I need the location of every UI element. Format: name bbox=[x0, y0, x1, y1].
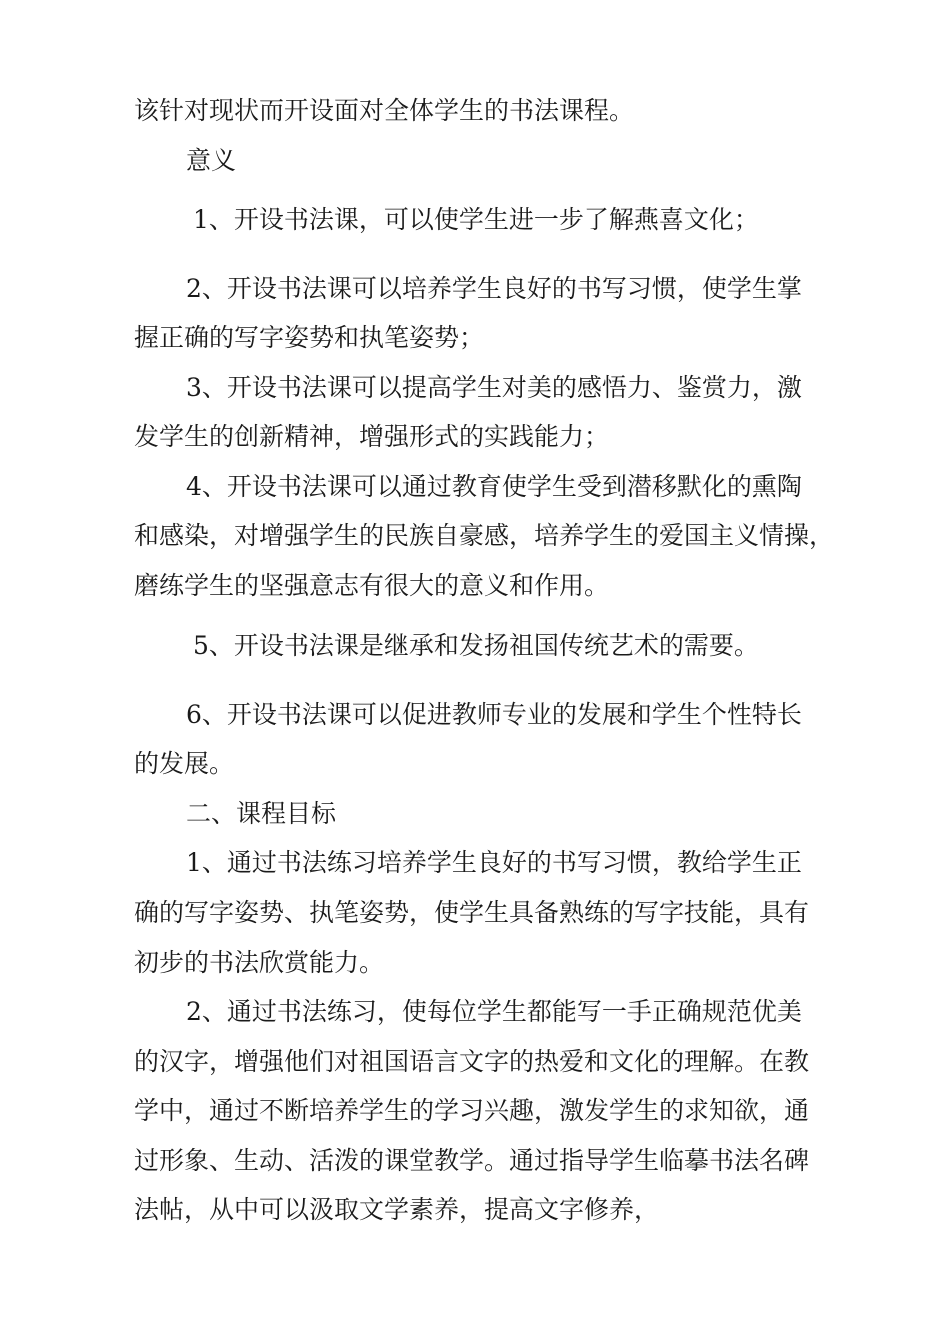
text-line: 该针对现状而开设面对全体学生的书法课程。 bbox=[134, 96, 635, 125]
section-heading: 意义 bbox=[186, 146, 237, 175]
list-item: 6、开设书法课可以促进教师专业的发展和学生个性特长 bbox=[186, 700, 802, 729]
text-line: 初步的书法欣赏能力。 bbox=[134, 948, 385, 977]
text-line: 发学生的创新精神，增强形式的实践能力； bbox=[134, 422, 610, 451]
text-line: 学中，通过不断培养学生的学习兴趣，激发学生的求知欲，通 bbox=[134, 1096, 810, 1125]
text-line: 和感染，对增强学生的民族自豪感，培养学生的爱国主义情操， bbox=[134, 521, 835, 550]
list-item: 3、开设书法课可以提高学生对美的感悟力、鉴赏力，激 bbox=[186, 373, 802, 402]
list-item: 1、通过书法练习培养学生良好的书写习惯，教给学生正 bbox=[186, 848, 802, 877]
text-line: 握正确的写字姿势和执笔姿势； bbox=[134, 323, 485, 352]
text-line: 过形象、生动、活泼的课堂教学。通过指导学生临摹书法名碑 bbox=[134, 1146, 810, 1175]
list-item: 4、开设书法课可以通过教育使学生受到潜移默化的熏陶 bbox=[186, 472, 802, 501]
text-line: 的发展。 bbox=[134, 749, 235, 778]
text-line: 确的写字姿势、执笔姿势，使学生具备熟练的写字技能，具有 bbox=[134, 898, 810, 927]
list-item: 2、开设书法课可以培养学生良好的书写习惯，使学生掌 bbox=[186, 274, 802, 303]
text-line: 法帖，从中可以汲取文学素养，提高文字修养， bbox=[134, 1195, 660, 1224]
list-item: 1、开设书法课，可以使学生进一步了解燕喜文化； bbox=[193, 205, 759, 234]
text-line: 磨练学生的坚强意志有很大的意义和作用。 bbox=[134, 571, 610, 600]
list-item: 5、开设书法课是继承和发扬祖国传统艺术的需要。 bbox=[193, 631, 759, 660]
list-item: 2、通过书法练习，使每位学生都能写一手正确规范优美 bbox=[186, 997, 802, 1026]
text-line: 的汉字，增强他们对祖国语言文字的热爱和文化的理解。在教 bbox=[134, 1047, 810, 1076]
section-heading: 二、课程目标 bbox=[186, 799, 337, 828]
